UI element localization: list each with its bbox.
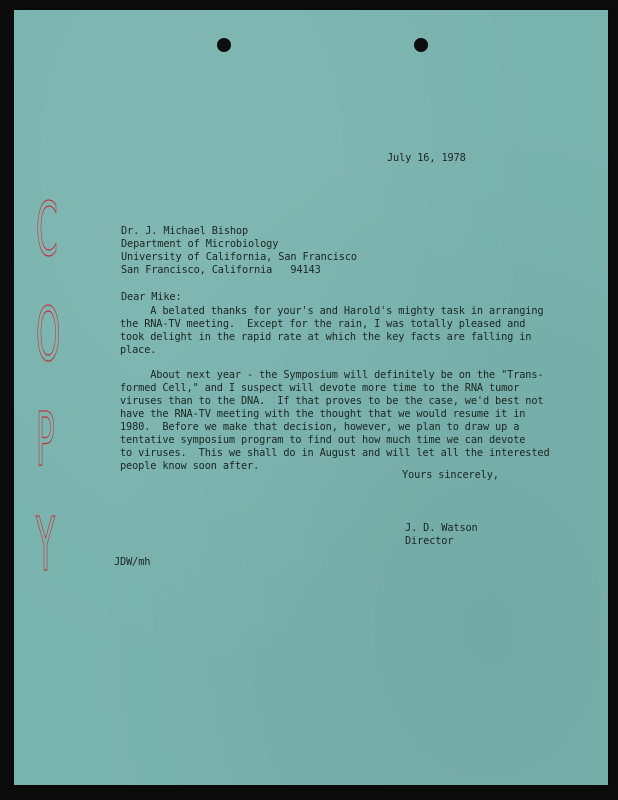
- copy-stamp-letter: C: [36, 187, 58, 273]
- letter-date: July 16, 1978: [387, 152, 466, 164]
- salutation: Dear Mike:: [121, 291, 182, 303]
- address-line: Department of Microbiology: [121, 238, 279, 250]
- closing: Yours sincerely,: [402, 469, 499, 481]
- address-line: Dr. J. Michael Bishop: [121, 225, 249, 237]
- address-line: San Francisco, California 94143: [121, 264, 321, 276]
- punch-hole-left: [217, 38, 231, 52]
- body-line: tentative symposium program to find out how much time we can devote: [120, 434, 526, 446]
- address-line: University of California, San Francisco: [121, 251, 357, 263]
- copy-stamp: [36, 178, 61, 598]
- body-line: place.: [120, 344, 157, 356]
- body-line: to viruses. This we shall do in August and will let all the interested: [120, 447, 550, 459]
- signer-name: J. D. Watson: [405, 522, 478, 534]
- body-line: the RNA-TV meeting. Except for the rain, I was totally pleased and: [120, 318, 526, 330]
- typist-initials: JDW/mh: [114, 556, 151, 568]
- body-line: people know soon after.: [120, 460, 260, 472]
- body-line: have the RNA-TV meeting with the thought that we would resume it in: [120, 408, 526, 420]
- body-line: formed Cell," and I suspect will devote more time to the RNA tumor: [120, 382, 520, 394]
- punch-hole-right: [414, 38, 428, 52]
- letter-page: [14, 10, 608, 785]
- body-line: About next year - the Symposium will definitely be on the "Trans-: [120, 369, 544, 381]
- copy-stamp-letter: P: [36, 397, 55, 483]
- body-line: took delight in the rapid rate at which the key facts are falling in: [120, 331, 532, 343]
- body-line: A belated thanks for your's and Harold's mighty task in arranging: [120, 305, 544, 317]
- copy-stamp-letter: Y: [36, 502, 55, 588]
- copy-stamp-letter: O: [36, 292, 61, 378]
- body-line: 1980. Before we make that decision, however, we plan to draw up a: [120, 421, 520, 433]
- signer-title: Director: [405, 535, 454, 547]
- body-line: viruses than to the DNA. If that proves to be the case, we'd best not: [120, 395, 544, 407]
